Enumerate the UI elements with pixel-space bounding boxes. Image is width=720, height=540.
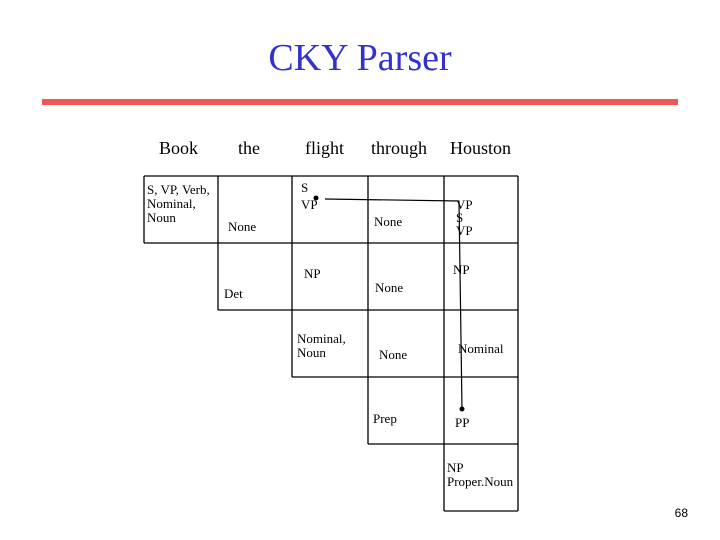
cell-book-the: None [228, 219, 257, 234]
cell-flight-through: None [379, 347, 408, 362]
arrow-head-pp [460, 407, 465, 412]
word-flight: flight [305, 138, 344, 158]
cell-through-through: Prep [373, 411, 397, 426]
cell-the-flight: NP [304, 266, 321, 281]
slide-title: CKY Parser [268, 37, 452, 79]
cell-book-through: None [374, 214, 403, 229]
cell-flight-flight: Nominal, Noun [297, 331, 346, 360]
page-number: 68 [674, 506, 688, 520]
cell-the-the: Det [224, 286, 243, 301]
cell-book-flight: S VP [301, 180, 318, 212]
cell-the-houston: NP [453, 262, 470, 277]
cell-book-book: S, VP, Verb, Nominal, Noun [147, 182, 210, 225]
word-the: the [238, 138, 260, 158]
word-houston: Houston [450, 138, 512, 158]
cell-the-through: None [375, 280, 404, 295]
cell-houston-houston: NP Proper.Noun [447, 460, 514, 489]
cell-flight-houston: Nominal [458, 341, 504, 356]
word-through: through [371, 138, 427, 158]
cell-book-houston: VP S VP [456, 197, 473, 238]
cell-through-houston: PP [455, 415, 470, 430]
word-book: Book [159, 138, 199, 158]
